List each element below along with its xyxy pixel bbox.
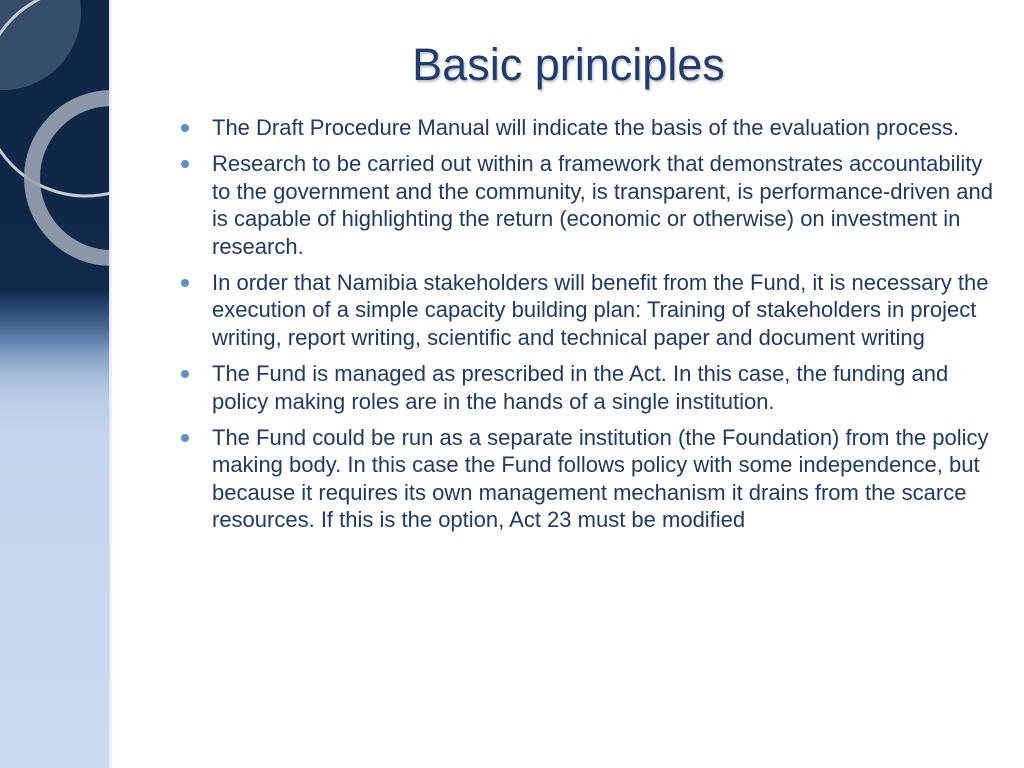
bullet-icon	[181, 370, 189, 378]
bullet-icon	[181, 279, 189, 287]
side-band-edge	[109, 0, 113, 768]
bullet-icon	[181, 124, 189, 132]
decorative-side-band	[0, 0, 113, 768]
bullet-item	[178, 360, 993, 415]
bullet-text: The Fund is managed as prescribed in the Act. In this case, the funding and policy making roles are in the hands of a single institution.	[212, 361, 949, 414]
slide-title: Basic principles	[412, 39, 725, 90]
bullet-item	[178, 114, 993, 141]
bullet-item	[178, 424, 993, 534]
bullet-list	[178, 114, 993, 543]
bullet-item	[178, 269, 993, 351]
bullet-item	[178, 150, 993, 260]
bullet-text: The Fund could be run as a separate institution (the Foundation) from the policy making body. In this case the Fund follows policy with some independence, but because it requires its own management mechanism it drains from the scarce resources. If this is the option, Act 23 must be modified	[212, 425, 989, 533]
bullet-icon	[181, 434, 189, 442]
bullet-text: The Draft Procedure Manual will indicate the basis of the evaluation process.	[212, 115, 960, 140]
bullet-icon	[181, 160, 189, 168]
decorative-circles	[0, 0, 113, 768]
bullet-text: Research to be carried out within a framework that demonstrates accountability to the government and the community, is transparent, is performance-driven and is capable of highlighting the return (economic or otherwise) on investment in research.	[212, 151, 993, 259]
bullet-text: In order that Namibia stakeholders will benefit from the Fund, it is necessary the execution of a simple capacity building plan: Training of stakeholders in project writing, report writing, scientific and technical paper and document writing	[212, 270, 989, 350]
